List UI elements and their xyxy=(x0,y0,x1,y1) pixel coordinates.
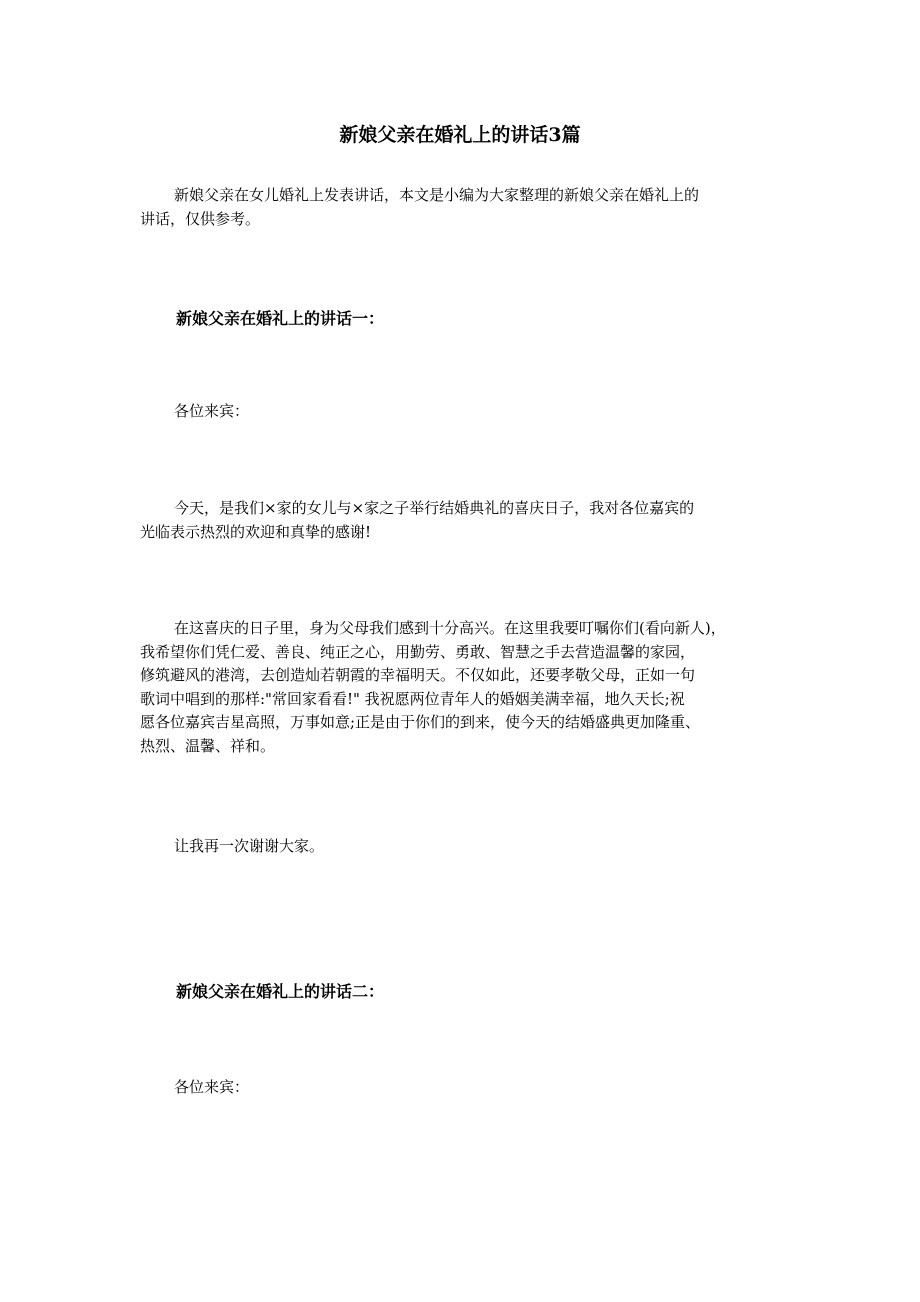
paragraph-line: 我希望你们凭仁爱、善良、纯正之心，用勤劳、勇敢、智慧之手去营造温馨的家园， xyxy=(140,642,696,661)
greeting-line: 各位来宾： xyxy=(174,402,250,420)
intro-line: 讲话，仅供参考。 xyxy=(140,209,261,228)
section-one-closing xyxy=(140,835,812,859)
paragraph-line: 愿各位嘉宾吉星高照，万事如意;正是由于你们的到来，使今天的结婚盛典更加隆重、 xyxy=(140,713,701,732)
intro-paragraph xyxy=(140,184,812,231)
section-one-greeting xyxy=(140,400,812,424)
paragraph-line: 在这喜庆的日子里，身为父母我们感到十分高兴。在这里我要叮嘱你们(看向新人)， xyxy=(174,619,726,637)
closing-line: 让我再一次谢谢大家。 xyxy=(174,837,325,855)
section-one-paragraph-two xyxy=(140,617,812,759)
section-one-heading: 新娘父亲在婚礼上的讲话一： xyxy=(176,309,385,328)
paragraph-line: 热烈、温馨、祥和。 xyxy=(140,736,276,755)
paragraph-line: 修筑避风的港湾，去创造灿若朝霞的幸福明天。不仅如此，还要孝敬父母，正如一句 xyxy=(140,666,696,685)
paragraph-line: 光临表示热烈的欢迎和真挚的感谢! xyxy=(140,522,372,541)
intro-line: 新娘父亲在女儿婚礼上发表讲话，本文是小编为大家整理的新娘父亲在婚礼上的 xyxy=(174,186,700,204)
section-two-heading: 新娘父亲在婚礼上的讲话二： xyxy=(176,982,385,1001)
greeting-line: 各位来宾： xyxy=(174,1078,250,1096)
section-two-greeting xyxy=(140,1076,812,1100)
document-title: 新娘父亲在婚礼上的讲话3篇 xyxy=(339,124,581,146)
paragraph-line: 今天，是我们×家的女儿与×家之子举行结婚典礼的喜庆日子，我对各位嘉宾的 xyxy=(174,499,695,517)
paragraph-line: 歌词中唱到的那样:"常回家看看!" 我祝愿两位青年人的婚姻美满幸福，地久天长;祝 xyxy=(140,689,685,708)
section-one-paragraph-one xyxy=(140,497,812,544)
